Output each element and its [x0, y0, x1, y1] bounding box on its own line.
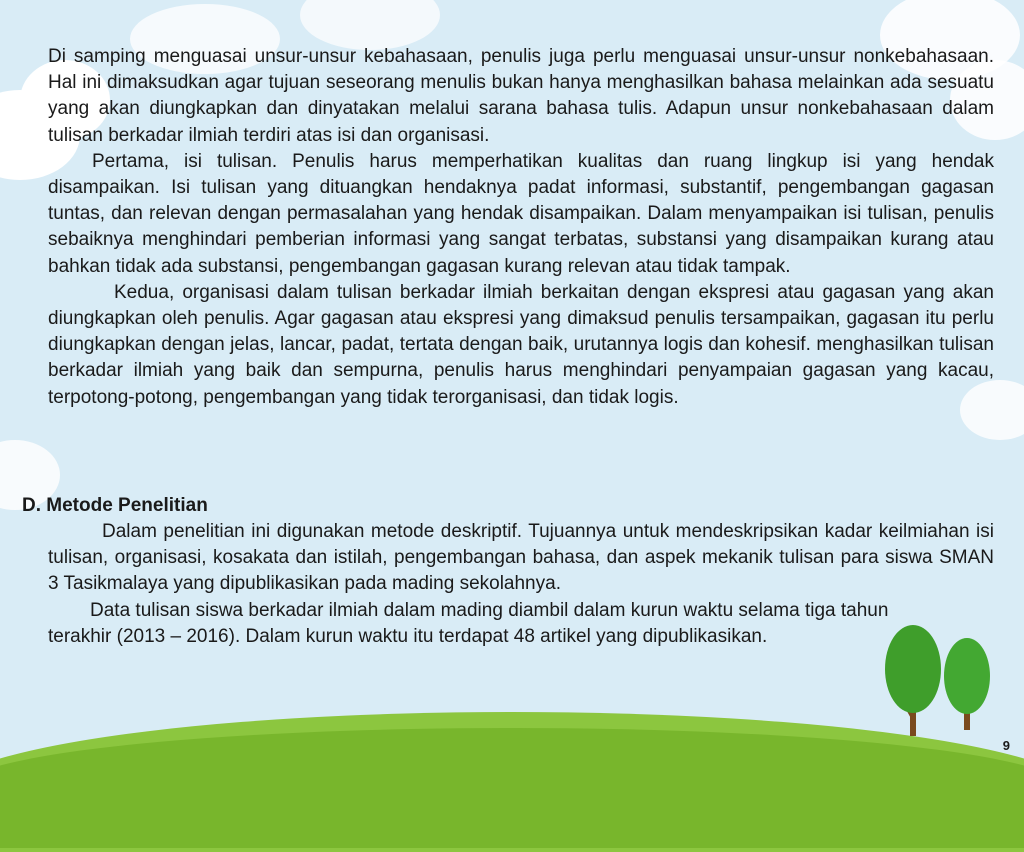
tree-icon	[872, 624, 1022, 744]
section-heading: D. Metode Penelitian	[22, 495, 208, 516]
page-number: 9	[1002, 738, 1010, 753]
paragraph: Dalam penelitian ini digunakan metode deskriptif. Tujuannya untuk mendeskripsikan kadar keilmiahan isi tulisan, organisasi, kosakata dan istilah, pengembangan bahasa, dan aspek mekanik tulisan para siswa SMAN 3 Tasikmalaya yang dipublikasikan pada mading sekolahnya.	[48, 521, 994, 595]
cloud-decoration	[300, 0, 440, 50]
body-text	[48, 44, 994, 411]
paragraph: Pertama, isi tulisan. Penulis harus memperhatikan kualitas dan ruang lingkup isi yang hendak disampaikan. Isi tulisan yang dituangkan hendaknya padat informasi, substantif, pengembangan gagasan tuntas, dan relevan dengan permasalahan yang hendak disampaikan. Dalam menyampaikan isi tulisan, penulis sebaiknya menghindari pemberian informasi yang sangat terbatas, substansi yang disampaikan kurang atau bahkan tidak ada substansi, pengembangan gagasan kurang relevan atau tidak tampak.	[48, 150, 994, 277]
section-text	[48, 519, 994, 650]
paragraph: Kedua, organisasi dalam tulisan berkadar ilmiah berkaitan dengan ekspresi atau gagasan yang akan diungkapkan oleh penulis. Agar gagasan atau ekspresi yang dimaksud penulis tersampaikan, gagasan itu perlu diungkapkan dengan jelas, lancar, padat, tertata dengan baik, urutannya logis dan kohesif. menghasilkan tulisan berkadar ilmiah yang baik dan sempurna, penulis harus menghindari penyampaian gagasan yang kacau, terpotong-potong, pengembangan yang tidak terorganisasi, dan tidak logis.	[48, 281, 994, 408]
paragraph: Di samping menguasai unsur-unsur kebahasaan, penulis juga perlu menguasai unsur-unsur nonkebahasaan. Hal ini dimaksudkan agar tujuan seseorang menulis bukan hanya menghasilkan bahasa melainkan ada sesuatu yang akan diungkapkan dan dinyatakan melalui sarana bahasa tulis. Adapun unsur nonkebahasaan dalam tulisan berkadar ilmiah terdiri atas isi dan organisasi.	[48, 46, 994, 146]
grass-hill-front	[0, 728, 1024, 848]
paragraph: Data tulisan siswa berkadar ilmiah dalam mading diambil dalam kurun waktu selama tiga tahun terakhir (2013 – 2016). Dalam kurun waktu itu terdapat 48 artikel yang dipublikasikan.	[48, 599, 889, 647]
